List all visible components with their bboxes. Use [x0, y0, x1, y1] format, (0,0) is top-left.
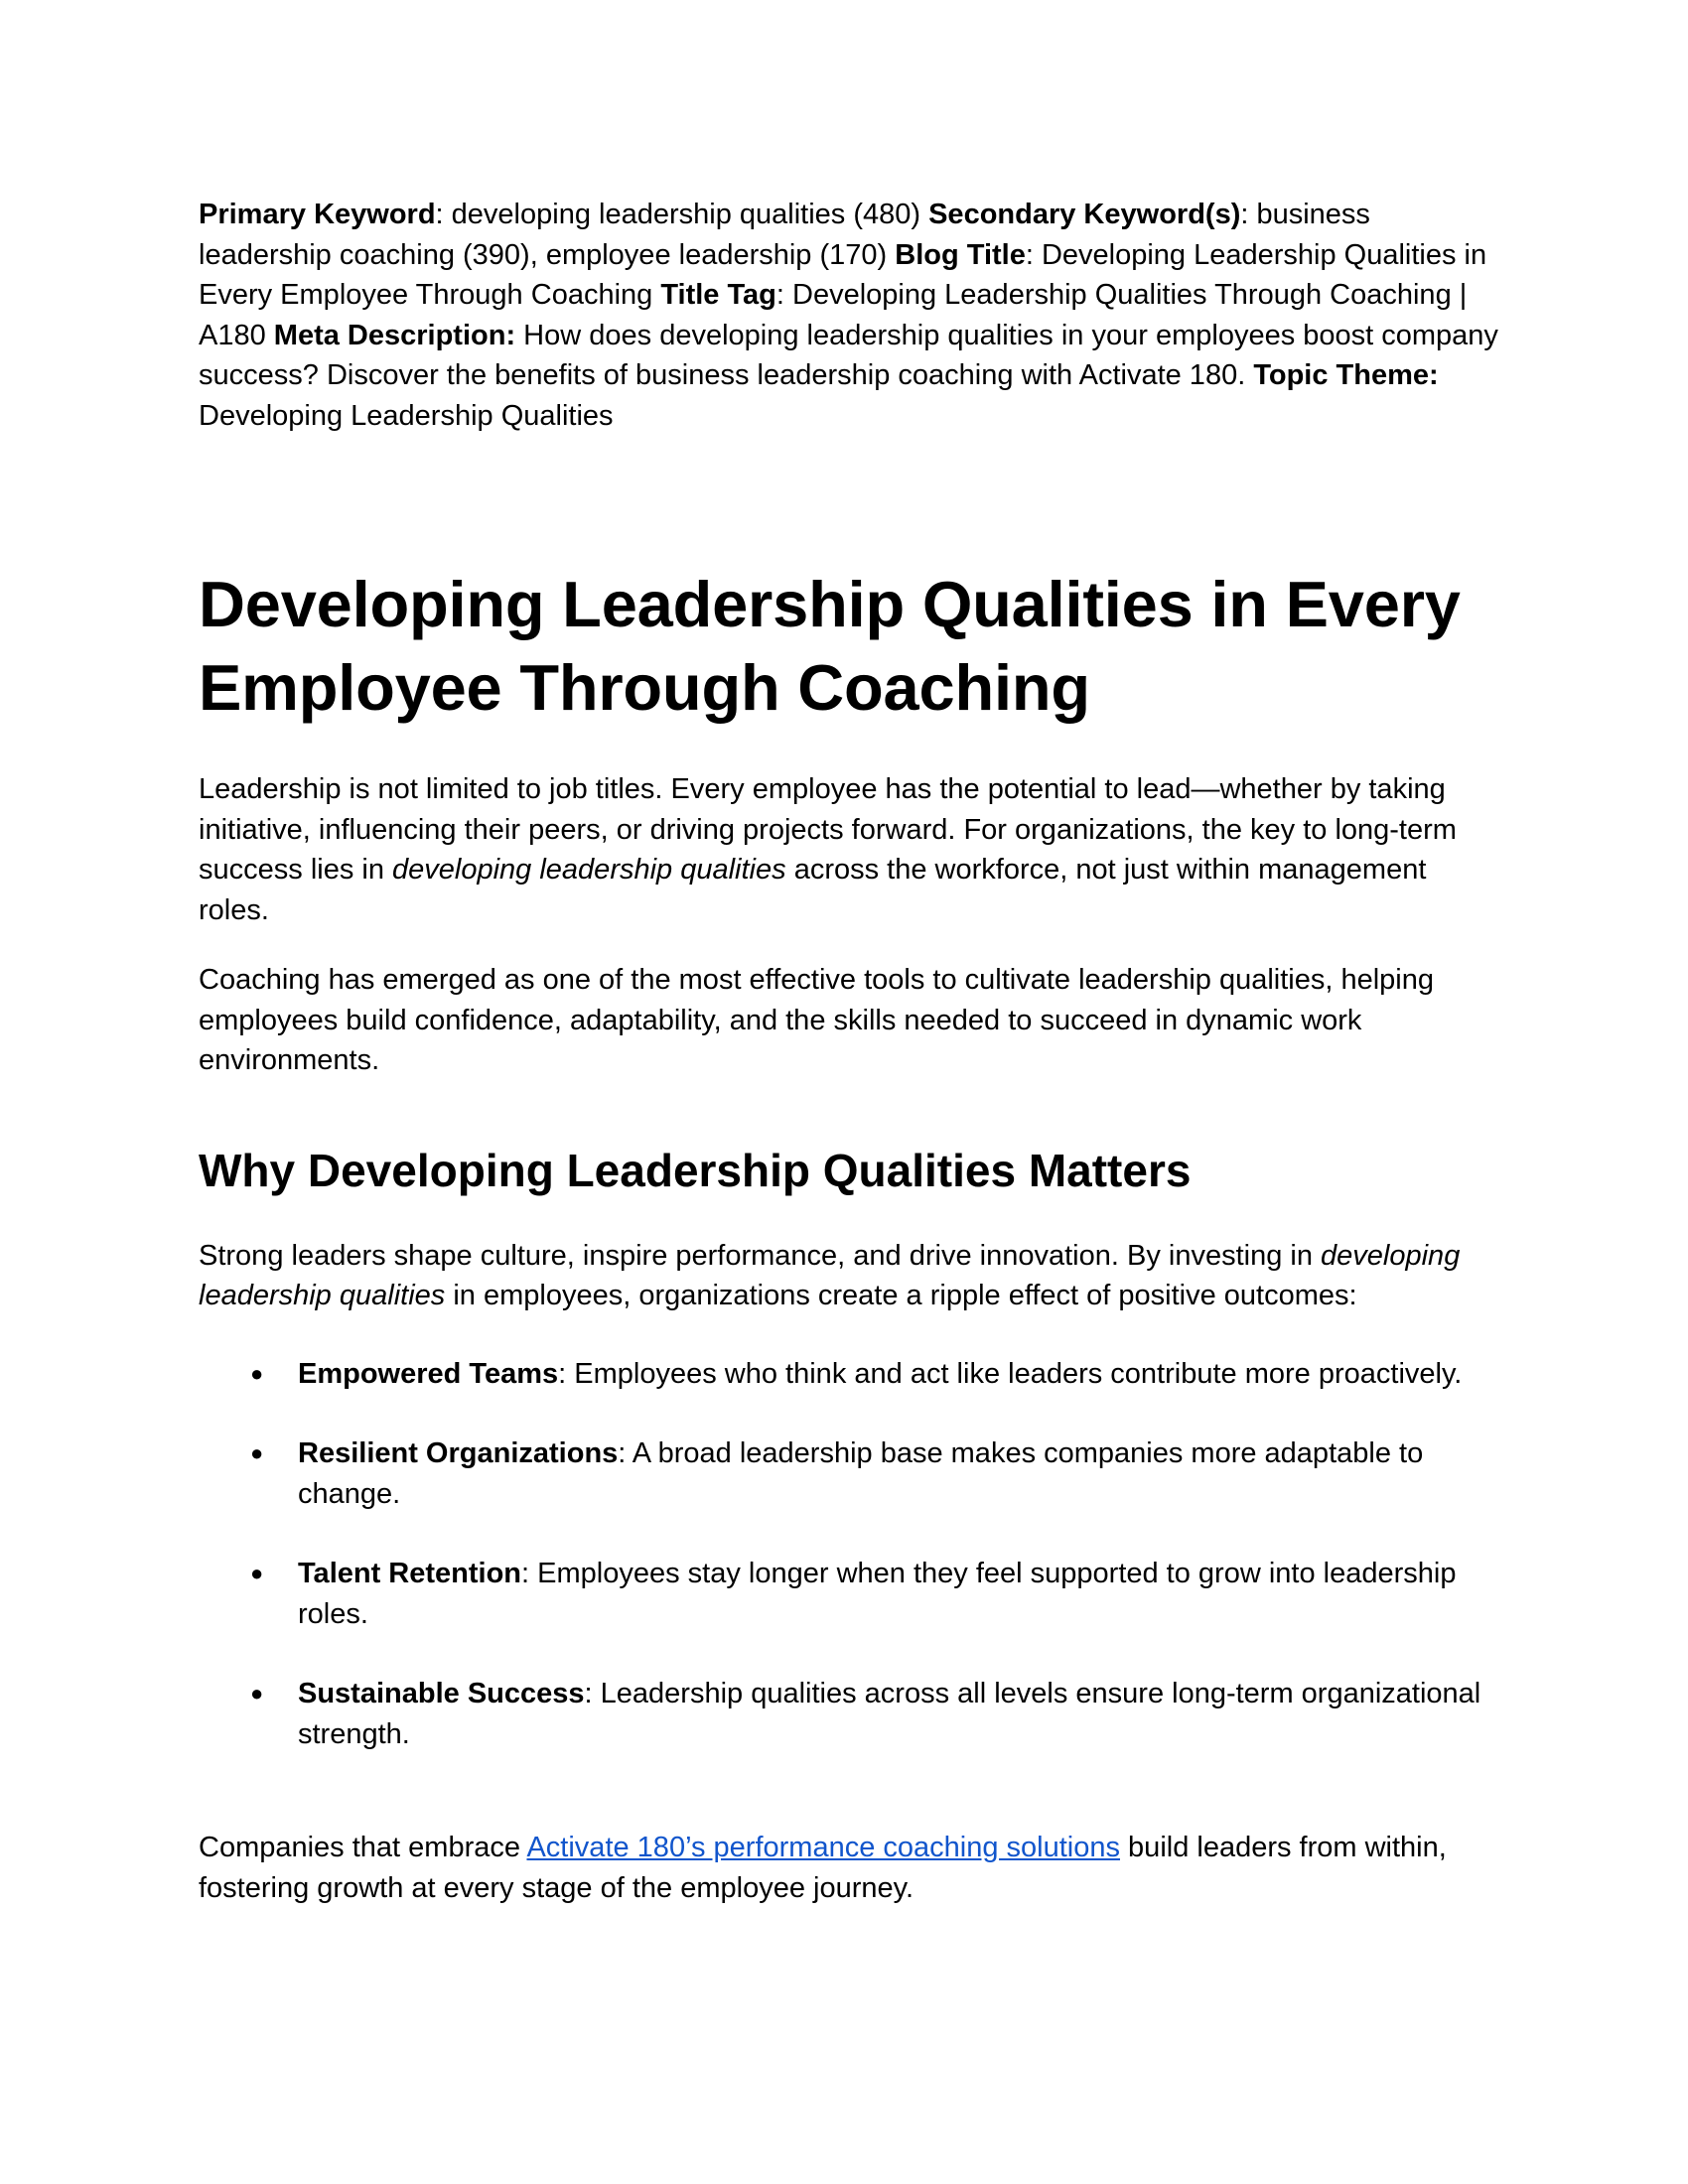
list-item	[199, 1554, 1499, 1634]
intro-1-emphasis: developing leadership qualities	[392, 854, 786, 886]
bullet-icon: ●	[250, 1681, 264, 1706]
bullet-icon: ●	[250, 1440, 264, 1465]
article-title: Developing Leadership Qualities in Every Employee Through Coaching	[199, 568, 1461, 724]
benefit-text: : Employees stay longer when they feel supported to grow into leadership roles.	[298, 1558, 1457, 1630]
benefit-text: : Employees who think and act like leaders contribute more proactively.	[558, 1357, 1463, 1390]
closing-paragraph	[199, 1828, 1499, 1908]
benefit-label: Talent Retention	[298, 1558, 522, 1589]
meta-description-value: How does developing leadership qualities in your employees boost company success? Discover the benefits of business leadership coaching with Activate 180.	[199, 319, 1498, 391]
primary-keyword-label: Primary Keyword	[199, 199, 436, 230]
intro-paragraph-1	[199, 769, 1499, 930]
section-intro-paragraph	[199, 1236, 1499, 1316]
intro-paragraph-2: Coaching has emerged as one of the most effective tools to cultivate leadership qualities, helping employees build confidence, adaptability, and the skills needed to succeed in dynamic work environments.	[199, 964, 1434, 1076]
benefit-label: Sustainable Success	[298, 1678, 585, 1709]
closing-text-b: build leaders from within, fostering growth at every stage of the employee journey.	[199, 1832, 1447, 1904]
benefit-label: Resilient Organizations	[298, 1437, 619, 1469]
blog-title-value: : Developing Leadership Qualities in Every Employee Through Coaching	[199, 238, 1487, 311]
section-intro-text-a: Strong leaders shape culture, inspire performance, and drive innovation. By investing in	[199, 1239, 1322, 1272]
section-heading: Why Developing Leadership Qualities Matters	[199, 1144, 1192, 1196]
list-item	[199, 1674, 1499, 1754]
topic-theme-value: Developing Leadership Qualities	[199, 399, 614, 432]
topic-theme-label: Topic Theme:	[1253, 359, 1439, 391]
performance-coaching-link[interactable]: Activate 180’s performance coaching solutions	[526, 1832, 1120, 1863]
blog-title-label: Blog Title	[895, 238, 1026, 271]
bullet-icon: ●	[250, 1360, 264, 1386]
benefits-list	[199, 1354, 1499, 1755]
meta-description-label: Meta Description:	[273, 319, 516, 351]
benefit-text: : A broad leadership base makes companies more adaptable to change.	[298, 1437, 1424, 1510]
list-item	[199, 1433, 1499, 1514]
document-page	[199, 195, 1499, 1908]
title-tag-value: : Developing Leadership Qualities Through Coaching | A180	[199, 279, 1468, 351]
list-item	[199, 1354, 1499, 1395]
benefit-label: Empowered Teams	[298, 1357, 559, 1390]
section-intro-text-b: in employees, organizations create a ripple effect of positive outcomes:	[445, 1280, 1357, 1311]
title-tag-label: Title Tag	[660, 279, 776, 311]
seo-meta-block	[199, 195, 1499, 436]
intro-1-text-a: Leadership is not limited to job titles. Every employee has the potential to lead—whether by taking initiative, influencing their peers, or driving projects forward. For organizations, the key to long-term success lies in	[199, 773, 1457, 886]
primary-keyword-value: : developing leadership qualities (480)	[435, 199, 929, 230]
section-intro-emphasis: developing leadership qualities	[199, 1239, 1461, 1311]
secondary-keyword-value: : business leadership coaching (390), employee leadership (170)	[199, 199, 1370, 271]
benefit-text: : Leadership qualities across all levels ensure long-term organizational strength.	[298, 1678, 1481, 1750]
bullet-icon: ●	[250, 1561, 264, 1585]
closing-text-a: Companies that embrace	[199, 1832, 527, 1863]
intro-1-text-b: across the workforce, not just within management roles.	[199, 854, 1427, 926]
secondary-keyword-label: Secondary Keyword(s)	[928, 199, 1241, 230]
